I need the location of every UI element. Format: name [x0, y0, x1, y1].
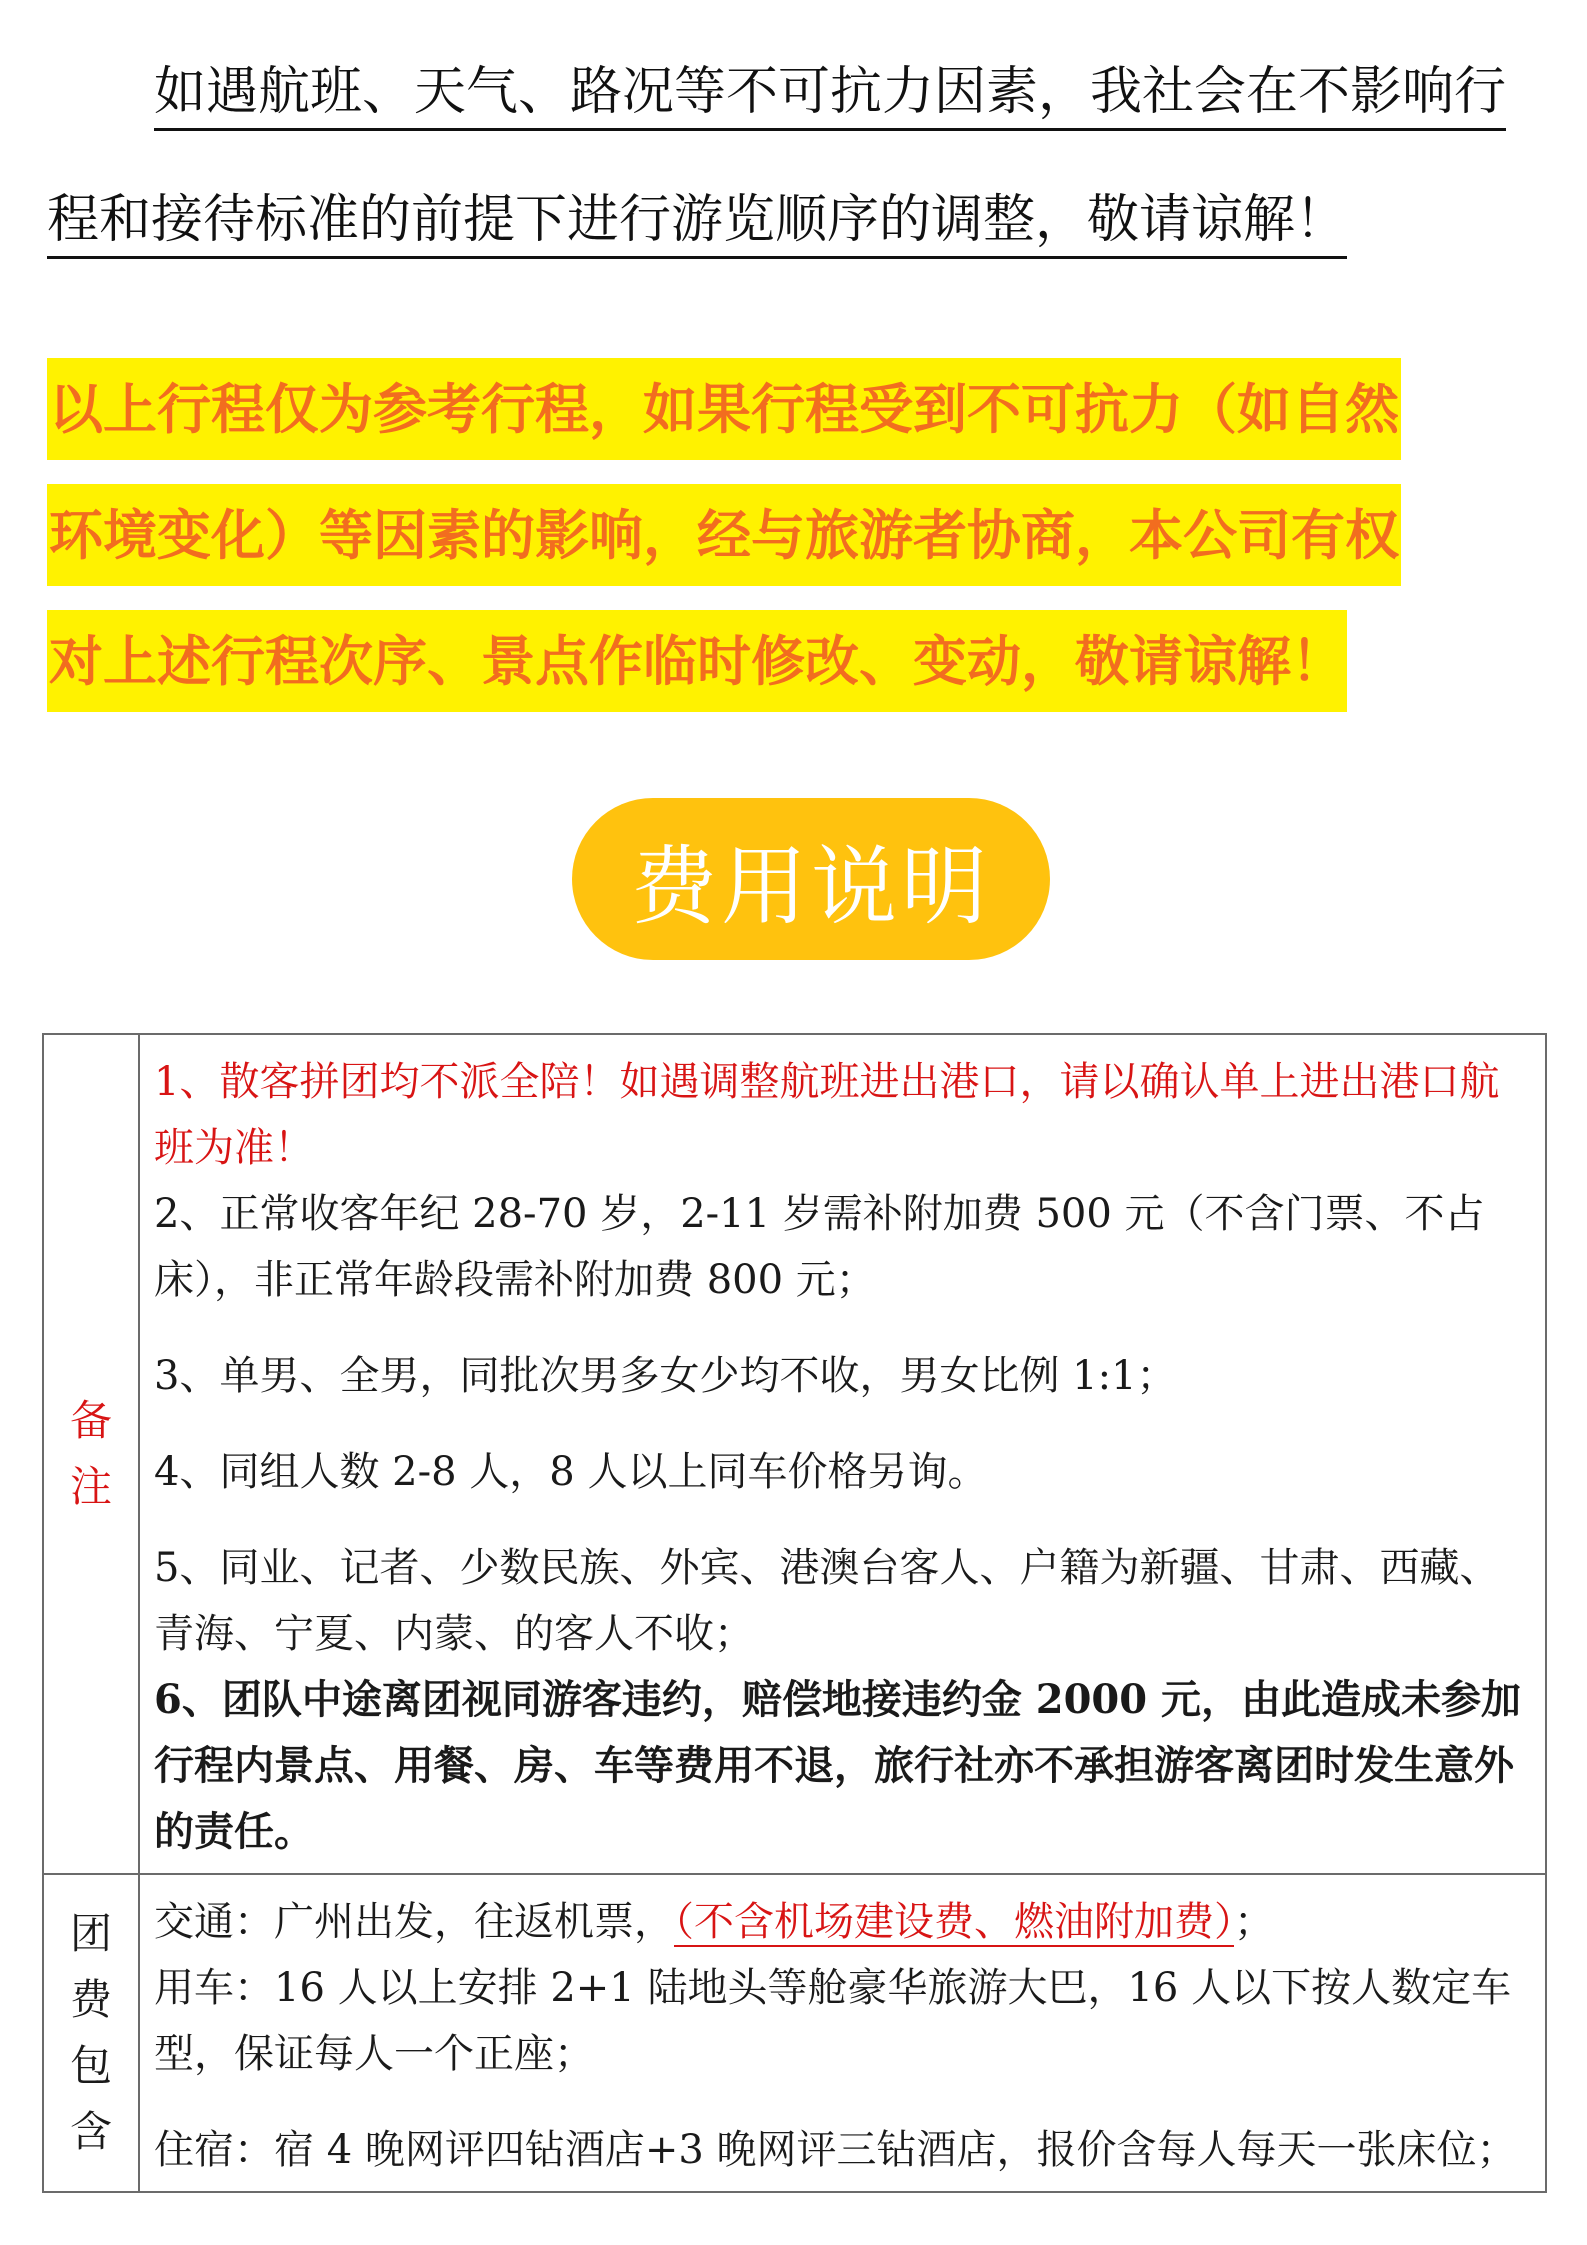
remark-item-5: 5、同业、记者、少数民族、外宾、港澳台客人、户籍为新疆、甘肃、西藏、青海、宁夏、内蒙、的客人不收；	[154, 1545, 1500, 1657]
included-row	[43, 1874, 1546, 2192]
notice-line-2: 程和接待标准的前提下进行游览顺序的调整，敬请谅解！	[47, 188, 1547, 259]
section-title-badge	[572, 798, 1050, 960]
transport-exclusion-note: （不含机场建设费、燃油附加费）	[674, 1899, 1234, 1945]
remark-item-2: 2、正常收客年纪 28-70 岁，2-11 岁需补附加费 500 元（不含门票、不占床），非正常年龄段需补附加费 800 元；	[154, 1191, 1485, 1303]
fee-table	[42, 1033, 1547, 2193]
remark-item-3: 3、单男、全男，同批次男多女少均不收，男女比例 1:1；	[154, 1353, 1177, 1399]
warning-line-1: 以上行程仅为参考行程，如果行程受到不可抗力（如自然	[47, 358, 1527, 460]
section-title: 费用说明	[631, 837, 991, 937]
remark-item-4: 4、同组人数 2-8 人，8 人以上同车价格另询。	[154, 1449, 988, 1495]
remarks-content	[139, 1034, 1546, 1874]
included-transport: 交通：广州出发，往返机票，（不含机场建设费、燃油附加费）；	[154, 1899, 1274, 1945]
notice-line-1: 如遇航班、天气、路况等不可抗力因素，我社会在不影响行	[47, 60, 1547, 131]
remarks-label: 备 注	[43, 1034, 139, 1874]
remark-item-6: 6、团队中途离团视同游客违约，赔偿地接违约金 2000 元，由此造成未参加行程内景点、用餐、房、车等费用不退，旅行社亦不承担游客离团时发生意外的责任。	[154, 1676, 1522, 1855]
included-vehicle: 用车：16 人以上安排 2+1 陆地头等舱豪华旅游大巴，16 人以下按人数定车型，保证每人一个正座；	[154, 1965, 1512, 2077]
included-hotel: 住宿：宿 4 晚网评四钻酒店+3 晚网评三钻酒店，报价含每人每天一张床位；	[154, 2127, 1517, 2173]
included-content	[139, 1874, 1546, 2192]
remarks-row	[43, 1034, 1546, 1874]
included-label: 团 费 包 含	[43, 1874, 139, 2192]
warning-line-2: 环境变化）等因素的影响，经与旅游者协商，本公司有权	[47, 484, 1527, 586]
warning-line-3: 对上述行程次序、景点作临时修改、变动，敬请谅解！	[47, 610, 1527, 712]
remark-item-1: 1、散客拼团均不派全陪！如遇调整航班进出港口，请以确认单上进出港口航班为准！	[154, 1059, 1500, 1171]
